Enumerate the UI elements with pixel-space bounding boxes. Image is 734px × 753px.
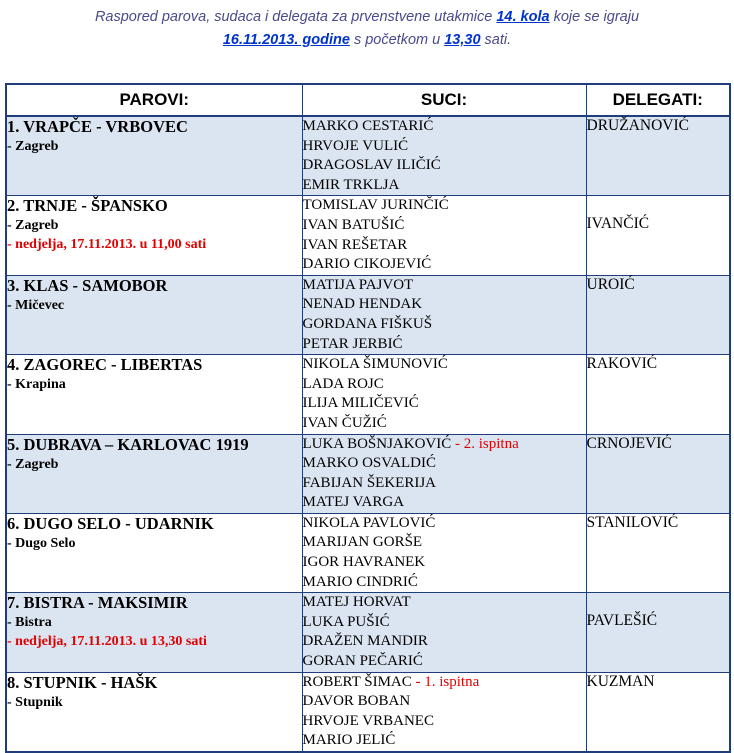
match-pair-cell <box>6 275 302 354</box>
referee-name: LADA ROJC <box>302 375 384 392</box>
referee-name: ROBERT ŠIMAC <box>302 673 412 690</box>
referee-name: MATEJ HORVAT <box>302 594 411 611</box>
referee-name: TOMISLAV JURINČIĆ <box>302 197 449 214</box>
match-delegate: PAVLEŠIĆ <box>586 593 730 672</box>
referee-entry <box>303 375 586 395</box>
referee-name: NENAD HENDAK <box>302 296 423 313</box>
match-delegate: KUZMAN <box>586 672 730 752</box>
match-pair-cell <box>6 116 302 196</box>
match-title: 5. DUBRAVA – KARLOVAC 1919 <box>7 434 249 454</box>
schedule-table <box>5 83 731 753</box>
match-referees-cell <box>302 672 586 752</box>
referee-entry <box>303 255 586 275</box>
referee-name: MATEJ VARGA <box>302 494 405 511</box>
referee-entry <box>303 514 586 534</box>
referee-name: DARIO CIKOJEVIĆ <box>302 256 432 273</box>
match-referees-cell <box>302 355 586 434</box>
referee-entry <box>303 137 586 157</box>
match-pair-cell <box>6 196 302 275</box>
column-header-delegates: DELEGATI: <box>586 84 730 116</box>
document-header <box>0 6 734 52</box>
match-title: 7. BISTRA - MAKSIMIR <box>7 593 188 613</box>
referee-note: - 2. ispitna <box>451 435 519 452</box>
match-referees-cell <box>302 593 586 672</box>
header-middle: s početkom u <box>349 32 445 48</box>
referee-name: DRAGOSLAV ILIČIĆ <box>302 157 441 174</box>
referee-entry <box>303 176 586 196</box>
header-date: 16.11.2013. godine <box>222 32 350 48</box>
referee-entry <box>303 236 586 256</box>
referee-entry <box>303 613 586 633</box>
match-place: - Zagreb <box>7 218 59 234</box>
referee-entry <box>303 632 586 652</box>
referee-entry <box>303 474 586 494</box>
referee-entry <box>303 355 586 375</box>
match-delegate: RAKOVIĆ <box>586 355 730 434</box>
referee-entry <box>303 216 586 236</box>
referee-entry <box>303 276 586 296</box>
referee-name: IVAN REŠETAR <box>302 236 408 253</box>
referee-entry <box>303 454 586 474</box>
match-note: - nedjelja, 17.11.2013. u 11,00 sati <box>7 237 207 253</box>
referee-name: GORDANA FIŠKUŠ <box>302 315 433 332</box>
header-prefix: Raspored parova, sudaca i delegata za prvenstvene utakmice <box>94 9 497 25</box>
referee-name: FABIJAN ŠEKERIJA <box>302 474 436 491</box>
referee-name: DRAŽEN MANDIR <box>302 633 428 650</box>
referee-entry <box>303 593 586 613</box>
referee-entry <box>303 493 586 513</box>
referee-name: PETAR JERBIĆ <box>302 335 403 352</box>
match-place: - Mičevec <box>7 297 65 313</box>
referee-name: IVAN BATUŠIĆ <box>302 216 405 233</box>
match-row <box>6 355 730 434</box>
referee-note: - 1. ispitna <box>411 673 480 690</box>
column-header-referees: SUCI: <box>302 84 586 116</box>
referee-name: NIKOLA ŠIMUNOVIĆ <box>302 356 448 373</box>
referee-name: MARIO JELIĆ <box>302 732 396 749</box>
header-time: 13,30 <box>444 32 481 48</box>
referee-entry <box>303 414 586 434</box>
match-pair-cell <box>6 593 302 672</box>
referee-name: HRVOJE VULIĆ <box>302 137 409 154</box>
referee-entry <box>303 553 586 573</box>
header-line-1 <box>0 6 734 29</box>
match-place: - Zagreb <box>7 139 59 154</box>
match-delegate: UROIĆ <box>586 275 730 354</box>
match-row <box>6 672 730 752</box>
match-row <box>6 196 730 275</box>
referee-entry <box>303 394 586 414</box>
referee-name: ILIJA MILIČEVIĆ <box>302 395 419 412</box>
referee-name: HRVOJE VRBANEC <box>302 712 434 729</box>
match-title: 6. DUGO SELO - UDARNIK <box>7 513 214 533</box>
match-referees-cell <box>302 513 586 592</box>
referee-entry <box>303 731 586 751</box>
referee-entry <box>303 673 586 693</box>
referee-entry <box>303 335 586 355</box>
referee-name: GORAN PEČARIĆ <box>302 653 423 670</box>
match-referees-cell <box>302 196 586 275</box>
referee-entry <box>303 196 586 216</box>
referee-name: MARKO OSVALDIĆ <box>302 455 436 472</box>
match-delegate: IVANČIĆ <box>586 196 730 275</box>
header-line-2 <box>0 29 734 52</box>
referee-name: DAVOR BOBAN <box>302 693 411 710</box>
table-header-row <box>6 84 730 116</box>
match-row <box>6 593 730 672</box>
referee-name: LUKA BOŠNJAKOVIĆ <box>302 435 452 452</box>
match-row <box>6 513 730 592</box>
match-place: - Dugo Selo <box>7 535 76 551</box>
match-title: 2. TRNJE - ŠPANSKO <box>7 196 168 216</box>
match-pair-cell <box>6 672 302 752</box>
referee-entry <box>303 156 586 176</box>
header-end: sati. <box>480 32 512 48</box>
referee-entry <box>303 573 586 593</box>
header-round: 14. kola <box>496 9 550 25</box>
referee-name: MARKO CESTARIĆ <box>302 118 434 134</box>
referee-name: IVAN ČUŽIĆ <box>302 414 387 431</box>
referee-name: LUKA PUŠIĆ <box>302 613 390 630</box>
match-row <box>6 275 730 354</box>
match-referees-cell <box>302 434 586 513</box>
match-row <box>6 434 730 513</box>
referee-name: NIKOLA PAVLOVIĆ <box>302 514 436 531</box>
referee-entry <box>303 652 586 672</box>
schedule-rows <box>6 116 730 752</box>
match-title: 4. ZAGOREC - LIBERTAS <box>7 355 203 375</box>
match-delegate: DRUŽANOVIĆ <box>586 116 730 196</box>
match-title: 1. VRAPČE - VRBOVEC <box>7 117 188 136</box>
referee-entry <box>303 533 586 553</box>
match-note: - nedjelja, 17.11.2013. u 13,30 sati <box>7 634 207 650</box>
match-delegate: CRNOJEVIĆ <box>586 434 730 513</box>
match-delegate: STANILOVIĆ <box>586 513 730 592</box>
match-title: 8. STUPNIK - HAŠK <box>7 672 158 692</box>
match-pair-cell <box>6 355 302 434</box>
header-suffix: koje se igraju <box>549 9 640 25</box>
referee-entry <box>303 117 586 137</box>
match-place: - Stupnik <box>7 694 63 710</box>
referee-name: MARIO CINDRIĆ <box>302 573 418 590</box>
match-place: - Bistra <box>7 615 52 631</box>
referee-name: MATIJA PAJVOT <box>302 276 414 293</box>
referee-entry <box>303 692 586 712</box>
match-place: - Krapina <box>7 377 66 393</box>
match-row <box>6 116 730 196</box>
referee-name: MARIJAN GORŠE <box>302 534 423 551</box>
match-title: 3. KLAS - SAMOBOR <box>7 275 168 295</box>
referee-name: IGOR HAVRANEK <box>302 554 426 571</box>
match-place: - Zagreb <box>7 456 59 472</box>
match-pair-cell <box>6 434 302 513</box>
referee-name: EMIR TRKLJA <box>302 176 400 193</box>
match-referees-cell <box>302 275 586 354</box>
referee-entry <box>303 295 586 315</box>
referee-entry <box>303 712 586 732</box>
referee-entry <box>303 315 586 335</box>
column-header-pairs: PAROVI: <box>6 84 302 116</box>
referee-entry <box>303 435 586 455</box>
match-referees-cell <box>302 116 586 196</box>
match-pair-cell <box>6 513 302 592</box>
